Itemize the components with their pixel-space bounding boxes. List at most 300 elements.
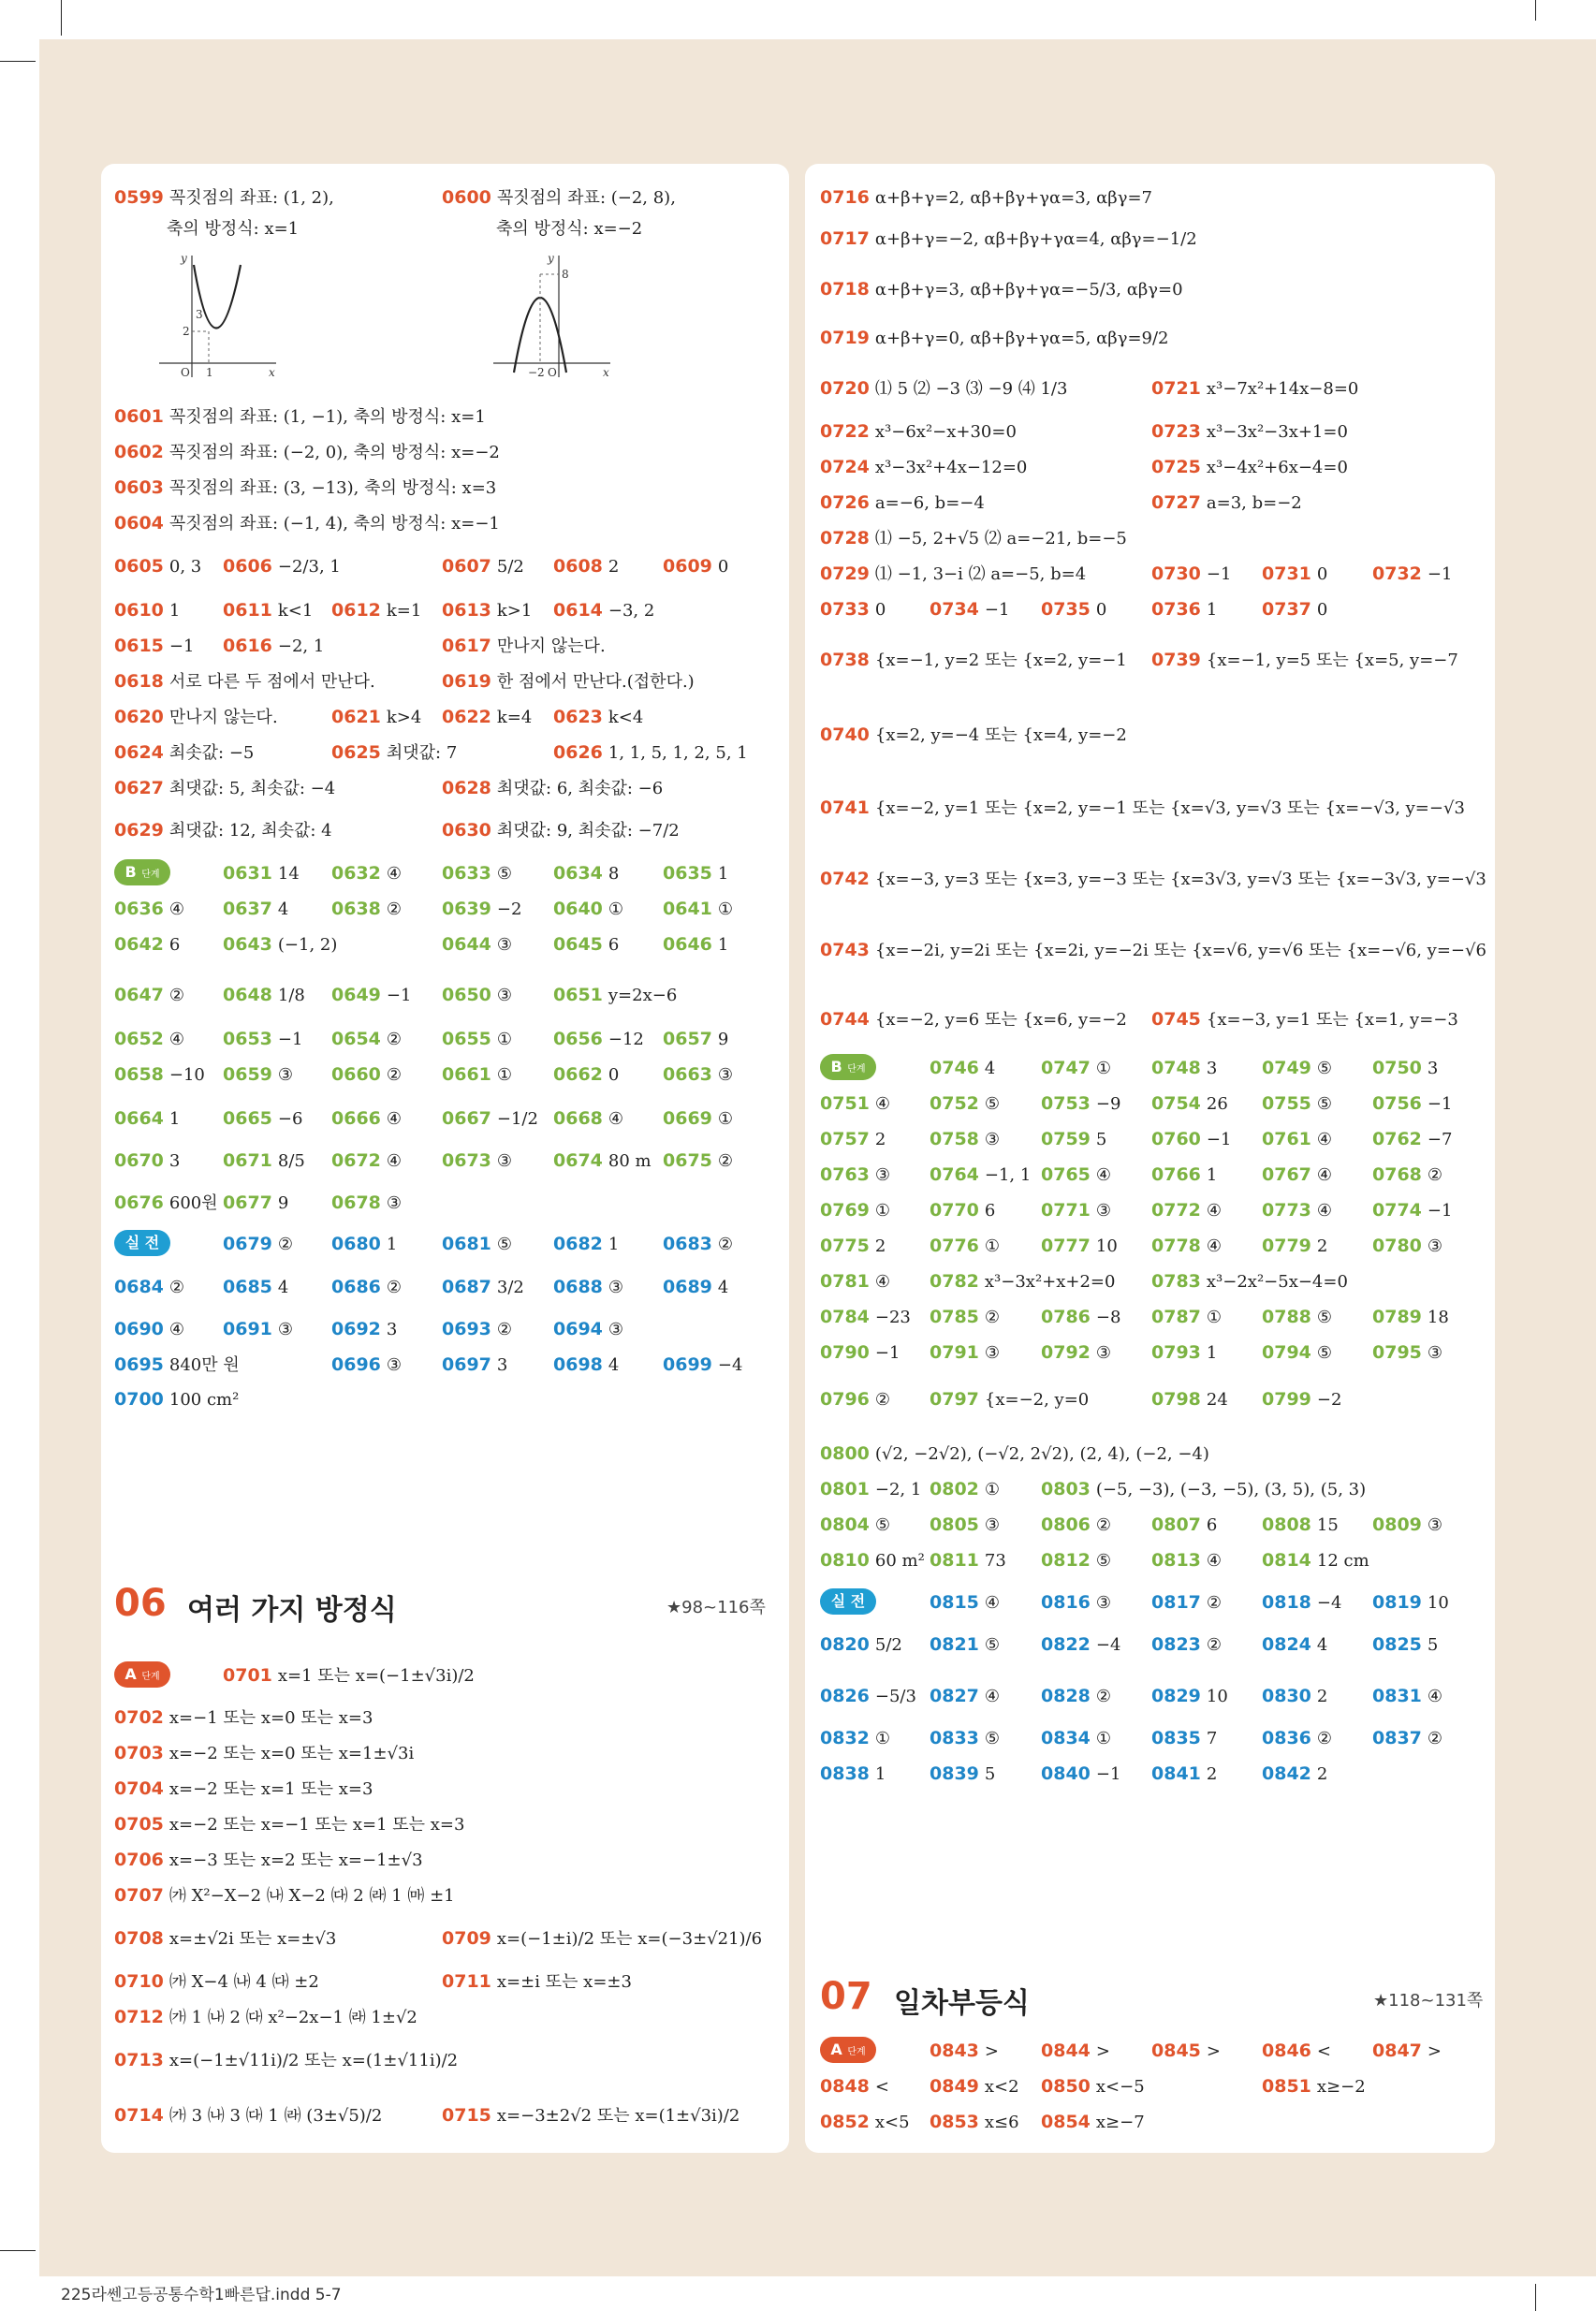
problem-number: 0795 [1372,1342,1422,1363]
badge-a-step [114,1661,170,1688]
answer-item [1151,2037,1221,2065]
answer-text: −1 [1095,1764,1121,1784]
answer-text: 1 [717,935,729,955]
badge-step-text: 단계 [141,870,160,880]
answer-text: −1 [168,636,195,656]
answer-text: ㈎ X−4 ㈏ 4 ㈐ ±2 [168,1972,319,1992]
answer-item [114,816,332,844]
answer-item [663,1025,728,1053]
answer-item [114,1385,239,1413]
problem-number: 0717 [820,228,870,249]
answer-item [1262,1125,1332,1153]
badge-letter: A [124,1665,137,1683]
answer-item [1262,595,1327,623]
answer-text: ① [717,900,734,919]
answer-text: x³−3x²−3x+1=0 [1206,422,1348,442]
problem-number: 0663 [663,1064,712,1085]
badge-letter: B [830,1058,842,1075]
answer-item [114,596,180,624]
answer-item [1041,1631,1120,1659]
answer-text: ③ [1427,1515,1443,1535]
answer-item [331,703,421,731]
answer-item [1041,1760,1120,1788]
crop-mark [61,0,62,36]
answer-text: 9 [717,1030,729,1049]
problem-number: 0746 [930,1058,979,1078]
answer-text: −5/3 [874,1687,916,1706]
answer-item [553,1230,619,1258]
answer-item [1151,1196,1222,1224]
answer-text: 8/5 [277,1151,305,1171]
answer-text: 축의 방정식: x=−2 [496,219,643,239]
answer-text: ② [874,1390,891,1410]
answer-text: −8 [1095,1308,1121,1327]
answer-item [331,859,402,887]
problem-number: 0648 [223,985,272,1005]
problem-number: 0716 [820,187,870,208]
answer-text: x=±i 또는 x=±3 [496,1972,632,1992]
answer-item [553,981,677,1009]
answer-item [442,1104,538,1133]
answer-text: x=−2 또는 x=0 또는 x=1±√3i [168,1744,415,1763]
answer-item [820,183,1152,212]
answer-text: x=(−1±i)/2 또는 x=(−3±√21)/6 [496,1929,763,1949]
answer-item [331,1147,402,1175]
answer-item [1262,1338,1332,1367]
problem-number: 0849 [930,2076,979,2097]
problem-number: 0636 [114,899,164,919]
answer-text: ① [608,900,624,919]
answer-text: ④ [168,1320,185,1339]
answer-text: ② [1316,1729,1333,1748]
answer-item [820,1303,911,1331]
answer-item [820,1267,890,1295]
answer-item [1372,1054,1438,1082]
answer-item [223,1230,293,1258]
answer-text: ③ [717,1065,734,1085]
problem-number: 0630 [442,820,491,841]
problem-number: 0810 [820,1550,870,1571]
problem-number: 0803 [1041,1479,1091,1499]
answer-item [1262,1546,1369,1574]
answer-text: 1 [874,1764,886,1784]
problem-number: 0809 [1372,1514,1422,1535]
answer-item [1262,2037,1331,2065]
answer-text: 6 [608,935,620,955]
answer-item [1262,1090,1332,1118]
answer-text: (−1, 2) [277,935,338,955]
problem-number: 0842 [1262,1763,1311,1784]
answer-item [114,1775,373,1803]
answer-text: ③ [874,1165,891,1185]
answer-text: ③ [496,935,513,955]
answer-text: 최댓값: 6, 최솟값: −6 [496,779,664,798]
answer-item [663,1230,733,1258]
problem-number: 0645 [553,934,603,955]
problem-number: 0614 [553,600,603,621]
answer-text: α+β+γ=3, αβ+βγ+γα=−5/3, αβγ=0 [874,280,1183,300]
badge-letter: A [830,2040,842,2058]
problem-number: 0708 [114,1928,164,1949]
problem-number: 0764 [930,1164,979,1185]
problem-number: 0710 [114,1971,164,1992]
problem-number: 0705 [114,1814,164,1835]
answer-item [553,1104,623,1133]
answer-text: x≥−2 [1316,2077,1366,2097]
problem-number: 0679 [223,1234,272,1254]
answer-text: ② [168,986,185,1005]
answer-text: −1/2 [496,1109,538,1129]
answer-item [820,560,1086,588]
answer-text: x³−3x²+x+2=0 [984,1272,1116,1292]
answer-text: α+β+γ=2, αβ+βγ+γα=3, αβγ=7 [874,188,1152,208]
problem-number: 0640 [553,899,603,919]
answer-text: > [1206,2041,1221,2061]
answer-item [1041,2072,1145,2100]
answer-text: 15 [1316,1515,1339,1535]
answer-text: ㈎ 3 ㈏ 3 ㈐ 1 ㈑ (3±√5)/2 [168,2106,383,2126]
section-06-number: 06 [114,1582,167,1625]
problem-number: 0798 [1151,1389,1201,1410]
answer-text: > [984,2041,999,2061]
problem-number: 0709 [442,1928,491,1949]
answer-text: 18 [1427,1308,1449,1327]
answer-text: 4 [717,1278,729,1297]
answer-item [1372,1511,1442,1539]
answer-item [114,1924,336,1953]
problem-number: 0641 [663,899,712,919]
crop-mark [1535,2284,1536,2311]
answer-text: 840만 원 [168,1355,240,1375]
problem-number: 0758 [930,1129,979,1149]
graph-origin-label: O [181,366,190,379]
problem-number: 0748 [1151,1058,1201,1078]
answer-text: −1 [1206,564,1232,584]
answer-item [930,1682,1000,1710]
problem-number: 0703 [114,1743,164,1763]
answer-text: 80 m [608,1151,652,1171]
problem-number: 0698 [553,1354,603,1375]
answer-item [553,1315,623,1343]
problem-number: 0724 [820,457,870,477]
answer-item [114,739,254,767]
problem-number: 0690 [114,1319,164,1339]
answer-item [1041,1724,1111,1752]
answer-item [442,895,521,923]
problem-number: 0826 [820,1686,870,1706]
problem-number: 0853 [930,2112,979,2132]
answer-text: 14 [277,864,300,884]
problem-number: 0800 [820,1443,870,1464]
answer-item [1041,2037,1110,2065]
problem-number: 0683 [663,1234,712,1254]
answer-text: 3 [1206,1059,1218,1078]
answer-text: ⑤ [1316,1343,1333,1363]
answer-text: x=−2 또는 x=−1 또는 x=1 또는 x=3 [168,1815,465,1835]
answer-item [820,646,1127,674]
problem-number: 0707 [114,1885,164,1906]
problem-number: 0783 [1151,1271,1201,1292]
problem-number: 0639 [442,899,491,919]
answer-text: x=−3 또는 x=2 또는 x=−1±√3 [168,1850,423,1870]
answer-text: ② [1206,1593,1223,1613]
answer-text: {x=−2, y=0 [984,1390,1090,1410]
answer-text: ④ [1316,1130,1333,1149]
answer-text: −1 [1427,1201,1453,1221]
problem-number: 0785 [930,1307,979,1327]
badge-step-text: 단계 [141,1672,160,1682]
problem-number: 0751 [820,1093,870,1114]
answer-item [553,552,619,580]
answer-item [223,1315,293,1343]
answer-item [331,1189,402,1217]
answer-text: 1 [168,1109,181,1129]
problem-number: 0686 [331,1277,381,1297]
answer-item [1041,1511,1111,1539]
answer-text: ② [386,1065,403,1085]
answer-text: 꼭짓점의 좌표: (1, 2), [168,188,334,208]
answer-item [1372,1631,1438,1659]
answer-text: ③ [608,1320,624,1339]
answer-text: ② [168,1278,185,1297]
graph-tick-label: 8 [562,268,569,281]
problem-number: 0735 [1041,599,1091,620]
answer-text: ③ [608,1278,624,1297]
answer-item [820,1511,890,1539]
problem-number: 0660 [331,1064,381,1085]
answer-item [1372,1682,1442,1710]
answer-text: ② [1427,1729,1443,1748]
answer-item [663,930,728,958]
problem-number: 0604 [114,513,164,534]
answer-text: 4 [277,1278,289,1297]
answer-item [930,2037,999,2065]
answer-text: 꼭짓점의 좌표: (−2, 0), 축의 방정식: x=−2 [168,443,500,462]
answer-text: ③ [386,1193,403,1213]
answer-item [1041,1588,1111,1616]
answer-text: x≤6 [984,2113,1019,2132]
problem-number: 0612 [331,600,381,621]
answer-text: x=1 또는 x=(−1±√3i)/2 [277,1666,475,1686]
answer-item [331,739,457,767]
answer-item [1041,1125,1106,1153]
answer-text: 5/2 [874,1635,902,1655]
answer-item [1372,1303,1449,1331]
answer-text: −2, 1 [277,636,325,656]
problem-number: 0625 [331,742,381,763]
answer-item [820,1475,921,1503]
answer-item [331,1273,402,1301]
problem-number: 0644 [442,934,491,955]
problem-number: 0827 [930,1686,979,1706]
answer-text: ③ [1095,1593,1112,1613]
answer-item [820,1090,890,1118]
answer-text: 10 [1206,1687,1228,1706]
answer-item [1151,453,1348,481]
problem-number: 0605 [114,556,164,577]
answer-item [223,1189,288,1217]
answer-text: −3, 2 [608,601,655,621]
problem-number: 0759 [1041,1129,1091,1149]
answer-text: ④ [608,1109,624,1129]
answer-text: ④ [1316,1165,1333,1185]
answer-item [442,816,680,844]
answer-text: α+β+γ=−2, αβ+βγ+γα=4, αβγ=−1/2 [874,229,1197,249]
answer-item [1151,1511,1217,1539]
problem-number: 0744 [820,1009,870,1030]
answer-text: {x=−3, y=1 또는 {x=1, y=−3 [1206,1010,1458,1030]
answer-item [1151,1125,1231,1153]
answer-text: (−5, −3), (−3, −5), (3, 5), (5, 3) [1095,1480,1367,1499]
answer-text: ① [874,1729,891,1748]
problem-number: 0680 [331,1234,381,1254]
answer-text: 최솟값: −5 [168,743,255,763]
answer-item [930,1054,995,1082]
answer-item [553,1351,619,1379]
answer-item [442,667,695,695]
graph-tick-label: 3 [196,308,203,321]
answer-text: −6 [277,1109,303,1129]
answer-item [820,1005,1127,1033]
problem-number: 0727 [1151,492,1201,513]
problem-number: 0608 [553,556,603,577]
problem-number: 0677 [223,1192,272,1213]
problem-number: 0682 [553,1234,603,1254]
answer-item [1041,1682,1111,1710]
answer-item [930,1511,1000,1539]
problem-number: 0646 [663,934,712,955]
problem-number: 0814 [1262,1550,1311,1571]
answer-item [930,1232,1000,1260]
answer-item [114,703,278,731]
problem-number: 0688 [553,1277,603,1297]
answer-item [553,739,748,767]
problem-number: 0767 [1262,1164,1311,1185]
badge-step-text: 단계 [847,1064,866,1075]
problem-number: 0841 [1151,1763,1201,1784]
answer-text: ③ [1427,1343,1443,1363]
answer-text: ④ [984,1593,1001,1613]
answer-text: −10 [168,1065,205,1085]
problem-number: 0624 [114,742,164,763]
answer-text: −1 [874,1343,900,1363]
answer-item [1372,1161,1442,1189]
answer-item [1151,1161,1217,1189]
problem-number: 0843 [930,2040,979,2061]
problem-number: 0773 [1262,1200,1311,1221]
answer-item [1372,1090,1452,1118]
answer-text: x<−5 [1095,2077,1145,2097]
problem-number: 0828 [1041,1686,1091,1706]
answer-item [114,1846,423,1874]
problem-number: 0793 [1151,1342,1201,1363]
answer-text: ⑤ [1316,1094,1333,1114]
problem-number: 0757 [820,1129,870,1149]
answer-text: 1 [386,1235,398,1254]
answer-item [114,981,184,1009]
answer-item [442,632,606,660]
answer-item [820,417,1017,446]
problem-number: 0606 [223,556,272,577]
graph-0600 [489,251,620,382]
problem-number: 0662 [553,1064,603,1085]
answer-text: ④ [874,1094,891,1114]
answer-item [1151,595,1217,623]
answer-item [442,774,663,802]
problem-number: 0664 [114,1108,164,1129]
answer-item [820,1338,900,1367]
answer-text: ⑴ −5, 2+√5 ⑵ a=−21, b=−5 [874,529,1127,548]
answer-item [1262,1588,1341,1616]
problem-number: 0737 [1262,599,1311,620]
answer-item [331,1230,397,1258]
answer-item [930,1303,1000,1331]
answer-item [930,1631,1000,1659]
problem-number: 0649 [331,985,381,1005]
problem-number: 0801 [820,1479,870,1499]
answer-text: ① [717,1109,734,1129]
answer-item [1151,374,1358,402]
answer-item [223,1060,293,1089]
answer-item [114,632,194,660]
problem-number: 0772 [1151,1200,1201,1221]
answer-text: k>4 [386,708,422,727]
problem-number: 0607 [442,556,491,577]
answer-text: −1 [1427,1094,1453,1114]
problem-number: 0623 [553,707,603,727]
answer-text: ③ [984,1130,1001,1149]
answer-item [1041,1475,1366,1503]
answer-text: x³−4x²+6x−4=0 [1206,458,1348,477]
footer-filename: 225라쎈고등공통수학1빠른답.indd 5-7 [61,2286,342,2304]
answer-item [223,895,288,923]
answer-text: ④ [386,864,403,884]
answer-item [930,1196,995,1224]
problem-number: 0765 [1041,1164,1091,1185]
answer-item [442,1351,507,1379]
answer-text: 서로 다른 두 점에서 만난다. [168,672,375,692]
answer-item [930,1760,995,1788]
answer-text: 최댓값: 9, 최솟값: −7/2 [496,821,680,841]
answer-item [820,453,1027,481]
answer-item [114,1315,184,1343]
answer-item [553,1273,623,1301]
answer-item [1151,489,1302,517]
answer-item [663,859,728,887]
problem-number: 0840 [1041,1763,1091,1784]
problem-number: 0781 [820,1271,870,1292]
answer-item [930,1724,1000,1752]
answer-item [1041,1546,1111,1574]
answer-text: 6 [168,935,181,955]
problem-number: 0693 [442,1319,491,1339]
problem-number: 0839 [930,1763,979,1784]
answer-item [1041,1196,1111,1224]
graph-x-label: x [603,366,609,379]
answer-text: ㈎ 1 ㈏ 2 ㈐ x²−2x−1 ㈑ 1±√2 [168,2008,417,2027]
problem-number: 0673 [442,1150,491,1171]
problem-number: 0833 [930,1728,979,1748]
answer-text: ① [984,1236,1001,1256]
problem-number: 0719 [820,328,870,348]
answer-text: ④ [1206,1551,1223,1571]
answer-text: 2 [874,1130,886,1149]
answer-item [442,1967,632,1996]
answer-text: ② [1427,1165,1443,1185]
answer-item [114,1967,319,1996]
answer-text: x=−1 또는 x=0 또는 x=3 [168,1708,373,1728]
answer-text: ① [984,1480,1001,1499]
